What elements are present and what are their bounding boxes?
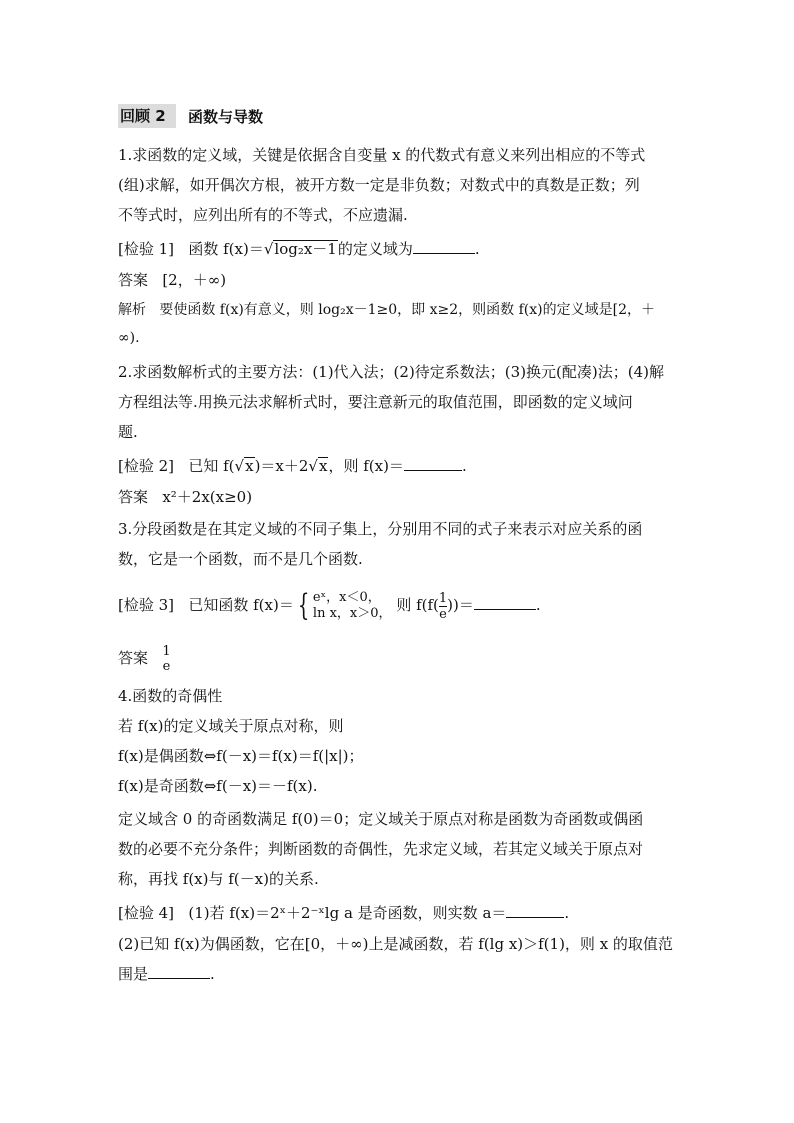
answer3-num: 1 — [162, 644, 171, 659]
analysis1-line2: ∞). — [118, 330, 140, 346]
answer2-value: x²＋2x(x≥0) — [162, 488, 253, 506]
answer2-label: 答案 — [118, 488, 149, 506]
p2-line1: 2.求函数解析式的主要方法：(1)代入法；(2)待定系数法；(3)换元(配凑)法；(4)解 — [118, 363, 665, 381]
p4-line5: 数的必要不充分条件；判断函数的奇偶性，先求定义域，若其定义域关于原点对 — [118, 840, 644, 858]
p2-line2: 方程组法等.用换元法求解析式时，要注意新元的取值范围，即函数的定义域问 — [118, 393, 633, 411]
answer1-value: [2，＋∞) — [162, 271, 227, 289]
check2-radicand1: x — [245, 457, 254, 475]
check4-label: [检验 4] — [118, 904, 175, 922]
check1-blank[interactable] — [413, 239, 475, 254]
check1-line: [检验 1] 函数 f(x)＝√log₂x－1的定义域为 . — [118, 240, 480, 258]
section-title: 函数与导数 — [188, 108, 264, 126]
p4-title: 4.函数的奇偶性 — [118, 687, 223, 705]
check3-close: ))＝ — [447, 596, 474, 614]
check4-q2-line2 — [118, 964, 215, 984]
p1-line1: 1.求函数的定义域，关键是依据含自变量 x 的代数式有意义来列出相应的不等式 — [118, 146, 646, 164]
answer1-line — [118, 270, 226, 290]
p3-line2: 数，它是一个函数，而不是几个函数. — [118, 550, 363, 568]
p1-line3: 不等式时，应列出所有的不等式，不应遗漏. — [118, 206, 408, 224]
check3-end: . — [535, 596, 541, 614]
answer3-label: 答案 — [118, 649, 149, 667]
check3-case1: eˣ，x＜0， — [312, 590, 381, 605]
check4-q2-blank[interactable] — [148, 964, 210, 979]
p2-line3: 题. — [118, 423, 138, 441]
check3-frac-num: 1 — [438, 590, 448, 606]
answer1-label: 答案 — [118, 271, 149, 289]
p4-line6: 称，再找 f(x)与 f(－x)的关系. — [118, 870, 319, 888]
check4-line1 — [118, 903, 569, 923]
check3-case2: ln x，x＞0， — [312, 606, 392, 621]
check4-q2-text: 围是 — [118, 965, 149, 983]
check1-radicand: log₂x－1 — [274, 240, 337, 258]
p4-line2: f(x)是偶函数⇔f(－x)＝f(x)＝f(|x|)； — [118, 747, 364, 765]
check3-blank[interactable] — [474, 595, 536, 610]
check4-q1-end: . — [564, 904, 570, 922]
check1-prefix: 函数 f(x)＝ — [188, 240, 264, 258]
check3-fraction — [439, 591, 447, 622]
check2-line: [检验 2] 已知 f(√x)＝x＋2√x，则 f(x)＝ . — [118, 457, 467, 475]
check3-then: 则 f(f( — [396, 596, 439, 614]
check4-q1-blank[interactable] — [506, 903, 564, 918]
check1-label: [检验 1] — [118, 240, 175, 258]
check3-label: [检验 3] — [118, 596, 175, 614]
check2-suffix: ，则 f(x)＝ — [328, 457, 404, 475]
check3-line — [118, 585, 541, 625]
answer3-line — [118, 640, 171, 676]
answer3-den: e — [162, 659, 171, 674]
check2-mid: )＝x＋2 — [254, 457, 309, 475]
p4-line3: f(x)是奇函数⇔f(－x)＝－f(x). — [118, 777, 318, 795]
check3-cases — [313, 590, 392, 622]
check1-suffix: 的定义域为 — [337, 240, 413, 258]
check2-label: [检验 2] — [118, 457, 175, 475]
answer2-line — [118, 487, 252, 507]
check2-prefix: 已知 f( — [188, 457, 235, 475]
check1-end: . — [474, 240, 480, 258]
p4-line4: 定义域含 0 的奇函数满足 f(0)＝0；定义域关于原点对称是函数为奇函数或偶函 — [118, 810, 644, 828]
answer3-fraction — [162, 644, 170, 674]
analysis1-text: 要使函数 f(x)有意义，则 log₂x－1≥0，即 x≥2，则函数 f(x)的定义域是[2，＋ — [159, 302, 655, 318]
check4-q1: (1)若 f(x)＝2ˣ＋2⁻ˣlg a 是奇函数，则实数 a＝ — [188, 904, 507, 922]
check3-prefix: 已知函数 f(x)＝ — [188, 596, 294, 614]
check3-frac-den: e — [439, 606, 447, 622]
analysis1-line1 — [118, 300, 655, 320]
check4-q2-line1: (2)已知 f(x)为偶函数，它在[0，＋∞)上是减函数，若 f(lg x)＞f(1)，则 x 的取值范 — [118, 935, 673, 953]
p1-line2: (组)求解，如开偶次方根，被开方数一定是非负数；对数式中的真数是正数；列 — [118, 176, 640, 194]
check2-blank[interactable] — [404, 456, 462, 471]
check2-radicand2: x — [318, 457, 328, 475]
check4-q2-end: . — [210, 965, 215, 983]
p4-line1: 若 f(x)的定义域关于原点对称，则 — [118, 717, 344, 735]
check2-end: . — [461, 457, 467, 475]
section-tag: 回顾 2 — [118, 104, 176, 128]
brace-icon: { — [297, 588, 310, 623]
p3-line1: 3.分段函数是在其定义域的不同子集上，分别用不同的式子来表示对应关系的函 — [118, 520, 643, 538]
analysis1-label: 解析 — [118, 302, 146, 318]
